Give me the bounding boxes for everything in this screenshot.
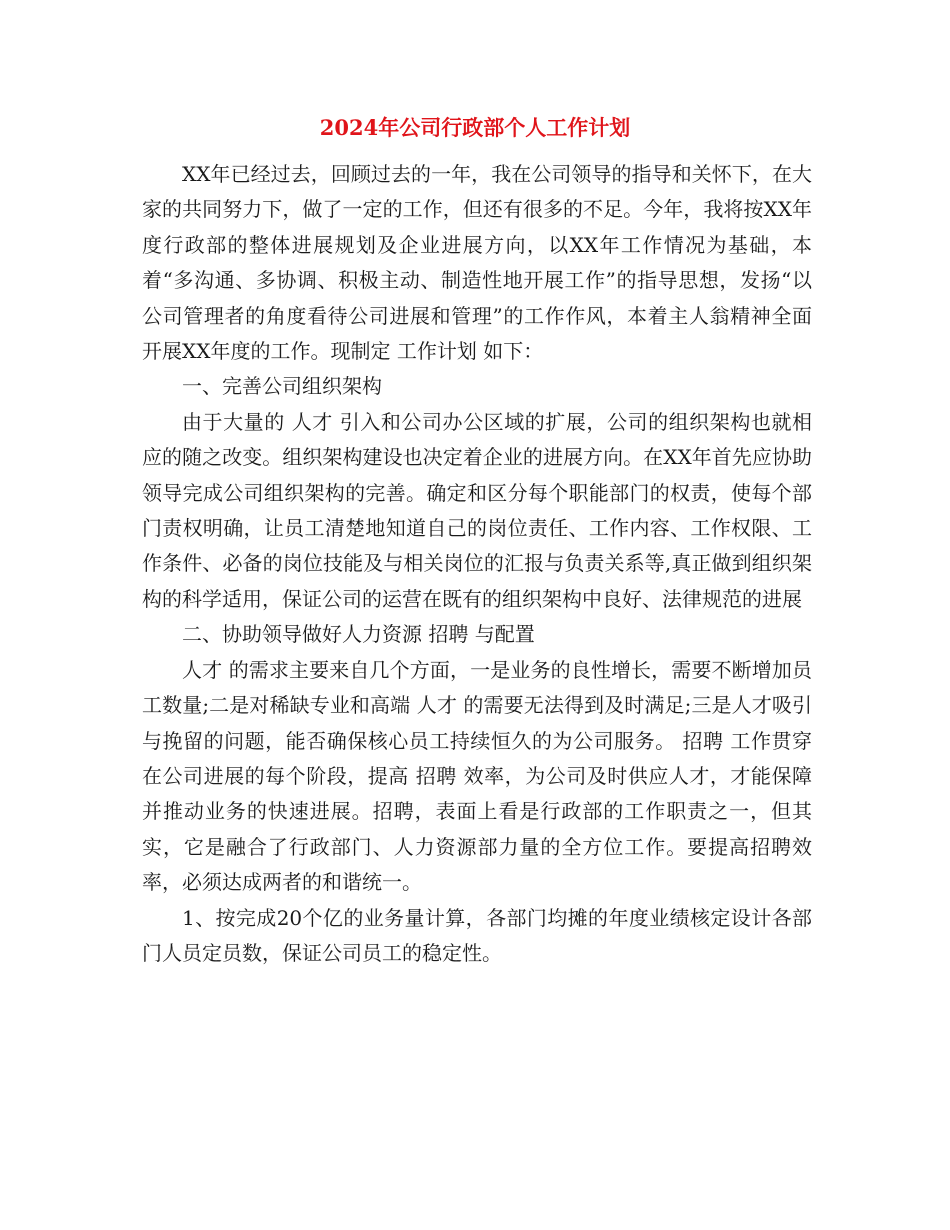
list-item-1: 1、按完成20个亿的业务量计算，各部门均摊的年度业绩核定设计各部门人员定员数，保证公司员工的稳定性。 <box>142 905 812 965</box>
document-title: 2024年公司行政部个人工作计划 <box>319 115 631 140</box>
section-heading-2: 二、协助领导做好人力资源 招聘 与配置 <box>182 622 535 647</box>
intro-paragraph: XX年已经过去，回顾过去的一年，我在公司领导的指导和关怀下，在大家的共同努力下，做了一定的工作，但还有很多的不足。今年，我将按XX年度行政部的整体进展规划及企业进展方向，以XX年工作情况为基础，本着“多沟通、多协调、积极主动、制造性地开展工作”的指导思想，发扬“以公司管理者的角度看待公司进展和管理”的工作作风，本着主人翁精神全面开展XX年度的工作。现制定 工作计划 如下： <box>142 162 812 364</box>
document-body <box>142 157 812 971</box>
section-1-paragraph: 由于大量的 人才 引入和公司办公区域的扩展，公司的组织架构也就相应的随之改变。组织架构建设也决定着企业的进展方向。在XX年首先应协助领导完成公司组织架构的完善。确定和区分每个职能部门的权责，使每个部门责权明确，让员工清楚地知道自己的岗位责任、工作内容、工作权限、工作条件、必备的岗位技能及与相关岗位的汇报与负责关系等,真正做到组织架构的科学适用，保证公司的运营在既有的组织架构中良好、法律规范的进展 <box>142 409 812 611</box>
section-2-paragraph: 人才 的需求主要来自几个方面，一是业务的良性增长，需要不断增加员工数量;二是对稀缺专业和高端 人才 的需要无法得到及时满足;三是人才吸引与挽留的问题，能否确保核心员工持续恒久的为公司服务。 招聘 工作贯穿在公司进展的每个阶段，提高 招聘 效率，为公司及时供应人才，才能保障并推动业务的快速进展。招聘，表面上看是行政部的工作职责之一，但其实，它是融合了行政部门、人力资源部力量的全方位工作。要提高招聘效率，必须达成两者的和谐统一。 <box>142 657 812 895</box>
section-heading-1: 一、完善公司组织架构 <box>182 374 382 399</box>
